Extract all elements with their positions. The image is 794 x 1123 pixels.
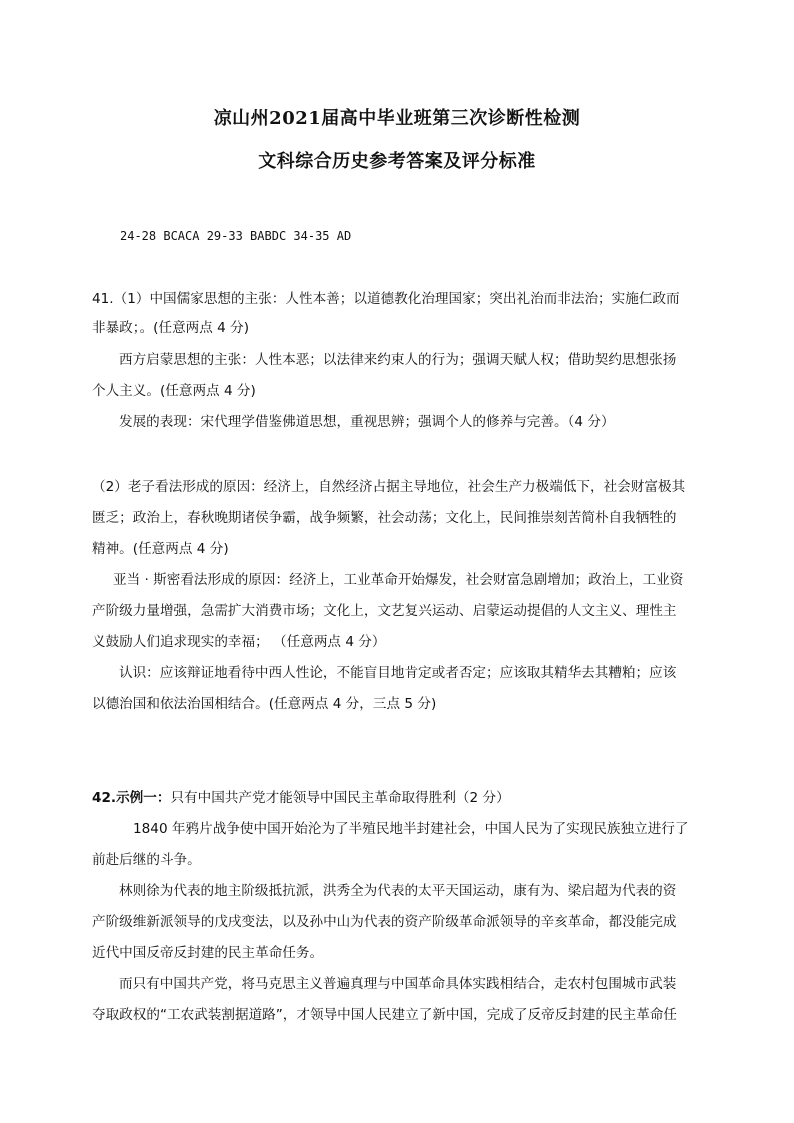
q41-p6-line1: 认识：应该辩证地看待中西人性论，不能盲目地肯定或者否定；应该取其精华去其糟粕；应该 [119, 665, 677, 681]
choice-answers: 24-28 BCACA 29-33 BABDC 34-35 AD [120, 229, 352, 243]
q42-p2-line1: 林则徐为代表的地主阶级抵抗派，洪秀全为代表的太平天国运动，康有为、梁启超为代表的资 [119, 883, 677, 899]
q41-p6-line2: 以德治国和依法治国相结合。(任意两点 4 分，三点 5 分) [92, 696, 437, 712]
q42-p2-line3: 近代中国反帝反封建的民主革命任务。 [92, 945, 324, 961]
q41-p3: 发展的表现：宋代理学借鉴佛道思想，重视思辨；强调个人的修养与完善。（4 分） [119, 414, 615, 430]
q41-p4-line1: （2）老子看法形成的原因：经济上，自然经济占据主导地位，社会生产力极端低下，社会财富极其 [92, 479, 686, 495]
page-title: 凉山州2021届高中毕业班第三次诊断性检测 [213, 108, 581, 129]
q42-heading-label: 42.示例一： [92, 790, 171, 806]
q41-p5-line1: 亚当 · 斯密看法形成的原因：经济上，工业革命开始爆发，社会财富急剧增加；政治上，工业资 [113, 572, 684, 588]
q42-p1-line2: 前赴后继的斗争。 [92, 852, 201, 868]
q42-heading-text: 只有中国共产党才能领导中国民主革命取得胜利（2 分） [170, 790, 510, 806]
page-subtitle: 文科综合历史参考答案及评分标准 [258, 151, 536, 172]
q41-p1-line1: 41.（1）中国儒家思想的主张：人性本善；以道德教化治理国家；突出礼治而非法治；实施仁政而 [92, 291, 680, 307]
q42-p3-line2: 夺取政权的“工农武装割据道路”，才领导中国人民建立了新中国，完成了反帝反封建的民主革命任 [92, 1007, 678, 1023]
q41-p5-line2: 产阶级力量增强，急需扩大消费市场；文化上，文艺复兴运动、启蒙运动提倡的人文主义、理性主 [92, 603, 677, 619]
q41-p4-line2: 匮乏；政治上，春秋晚期诸侯争霸，战争频繁，社会动荡；文化上，民间推崇刻苦简朴自我牺牲的 [92, 510, 677, 526]
q41-p5-line3: 义鼓励人们追求现实的幸福； （任意两点 4 分） [92, 634, 386, 650]
q41-p4-line3: 精神。(任意两点 4 分) [92, 541, 229, 557]
q42-p3-line1: 而只有中国共产党，将马克思主义普遍真理与中国革命具体实践相结合，走农村包围城市武装 [119, 976, 677, 992]
q41-p1-line2: 非暴政；。(任意两点 4 分) [92, 320, 250, 336]
q41-p2-line2: 个人主义。(任意两点 4 分) [92, 383, 256, 399]
q42-heading [92, 788, 510, 808]
q42-p2-line2: 产阶级维新派领导的戊戌变法，以及孙中山为代表的资产阶级革命派领导的辛亥革命，都没能完成 [92, 914, 677, 930]
q41-p2-line1: 西方启蒙思想的主张：人性本恶；以法律来约束人的行为；强调天赋人权；借助契约思想张扬 [119, 352, 677, 368]
q42-p1-line1: 1840 年鸦片战争使中国开始沦为了半殖民地半封建社会，中国人民为了实现民族独立进行了 [133, 821, 689, 837]
